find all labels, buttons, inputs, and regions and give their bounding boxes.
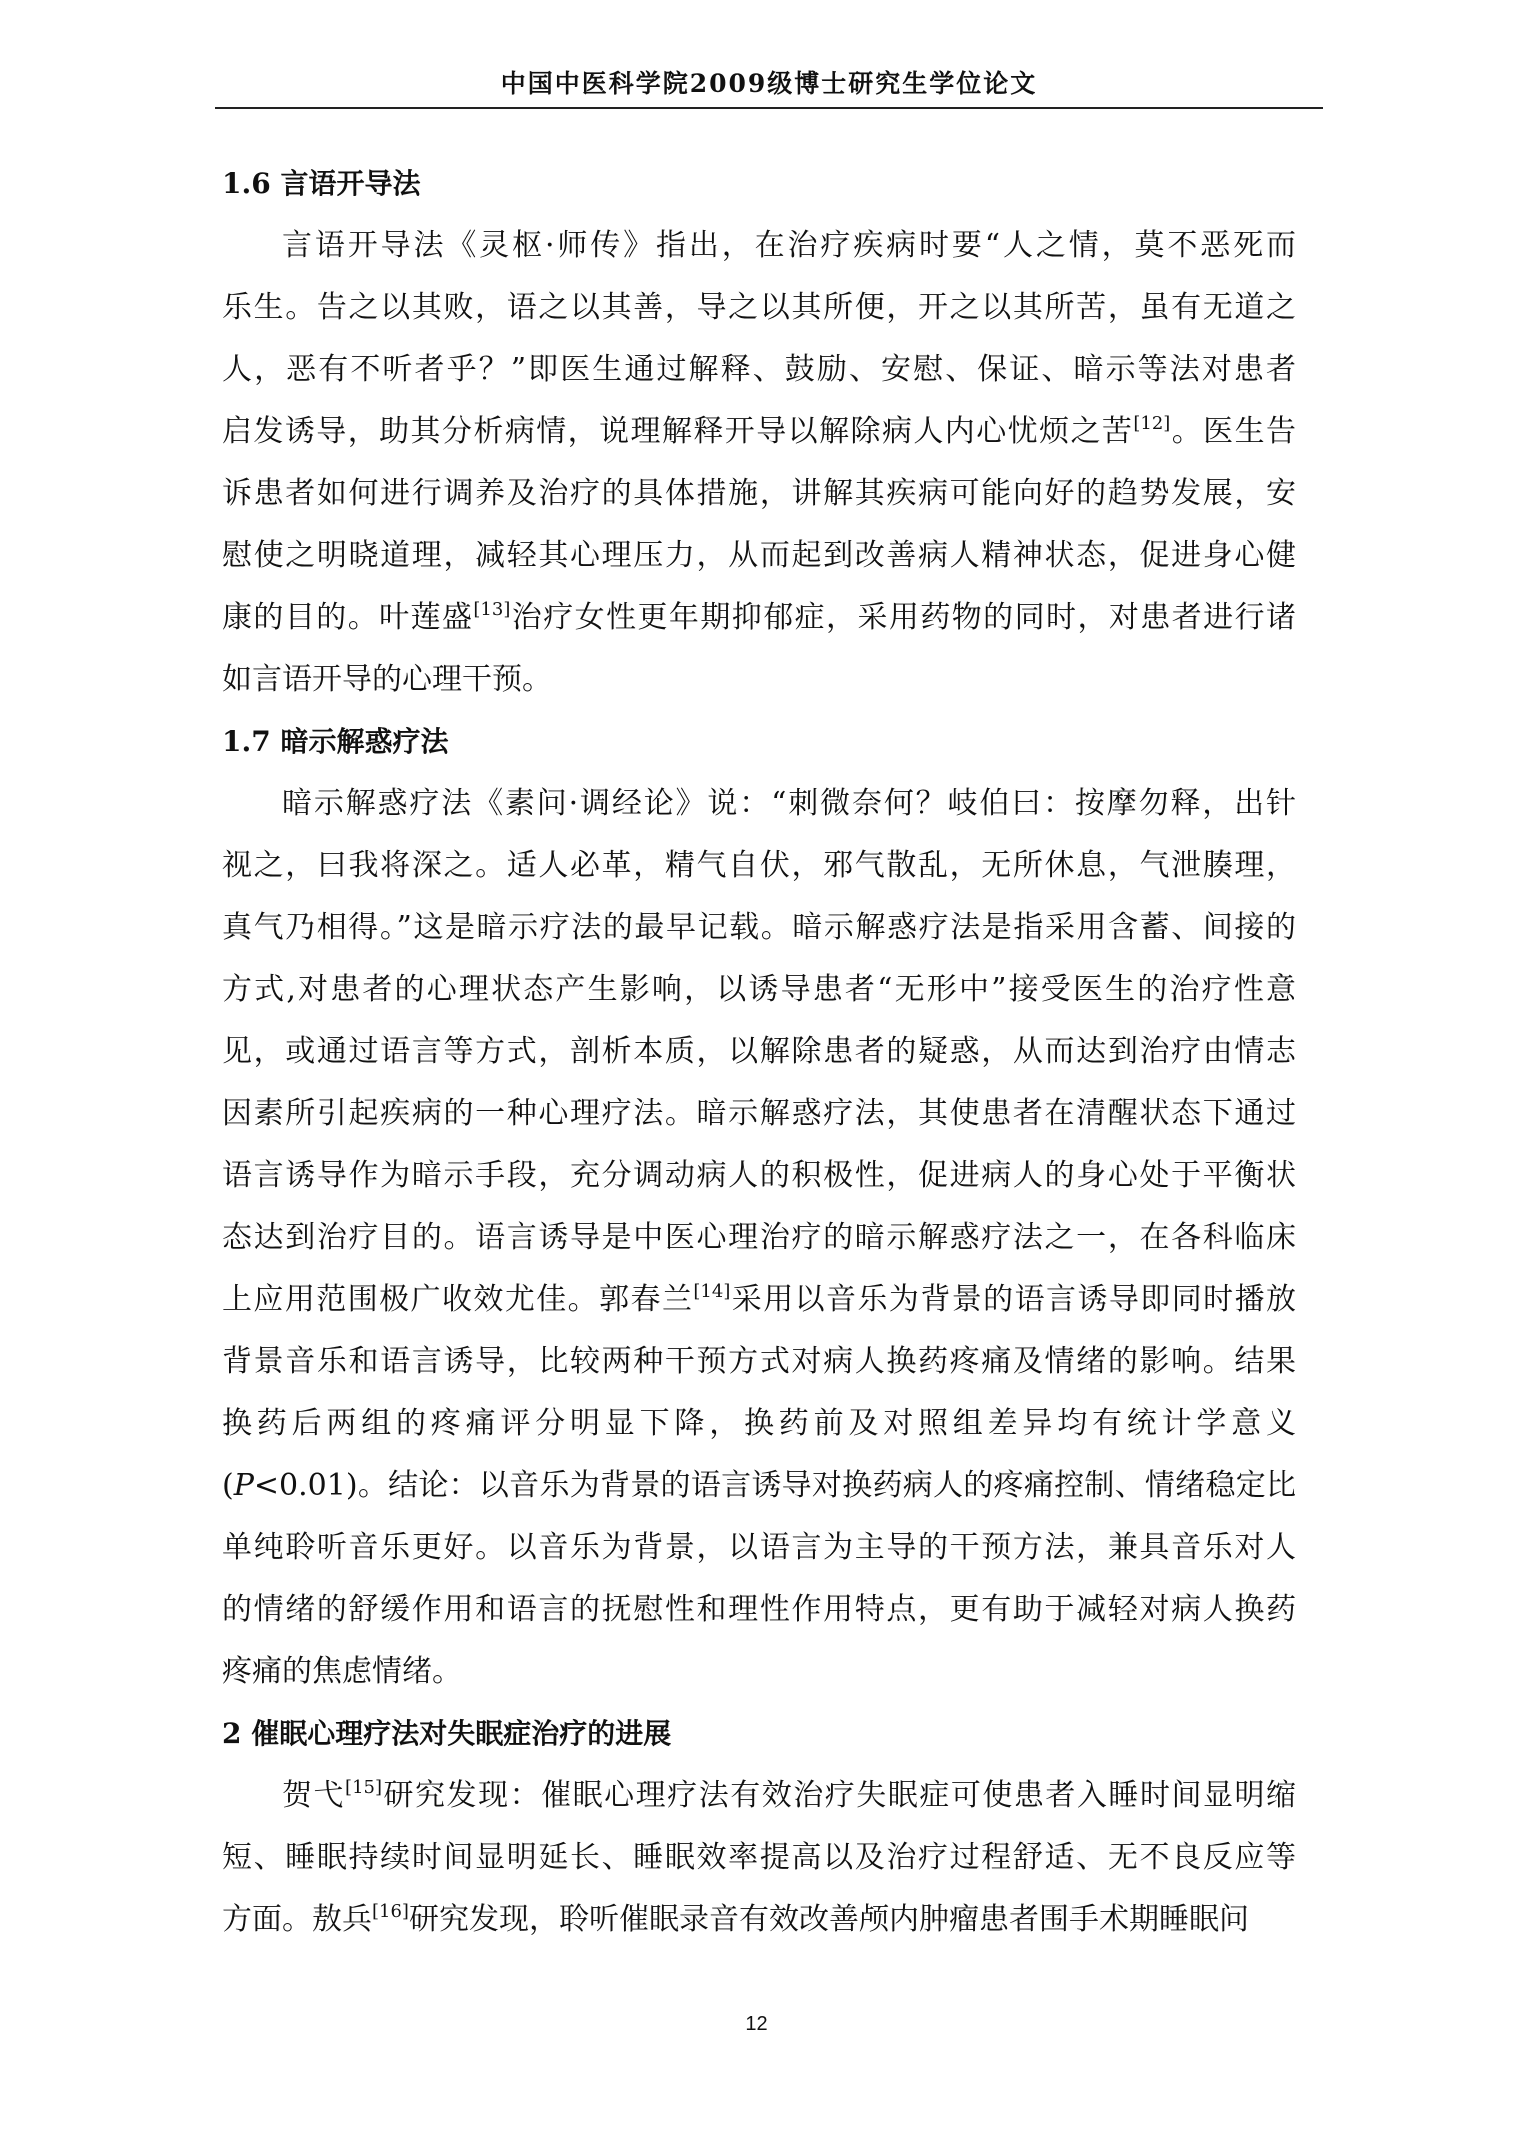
text-span: 短、睡眠持续时间显明延长、睡眠效率提高以及治疗过程舒适、无不良反应等 [222,1840,1296,1875]
text-span: 研究发现：催眠心理疗法有效治疗失眠症可使患者入睡时间显明缩 [382,1778,1296,1813]
text-span: 真气乃相得。”这是暗示疗法的最早记载。暗示解惑疗法是指采用含蓄、间接的 [222,910,1296,945]
text-span: 慰使之明晓道理，减轻其心理压力，从而起到改善病人精神状态，促进身心健 [222,538,1296,573]
text-line [222,277,1296,339]
text-line [222,1889,1296,1951]
text-span: 见，或通过语言等方式，剖析本质，以解除患者的疑惑，从而达到治疗由情志 [222,1034,1296,1069]
text-span: 单纯聆听音乐更好。以音乐为背景，以语言为主导的干预方法，兼具音乐对人 [222,1530,1296,1565]
paragraph [222,1765,1296,1951]
header-rule [215,107,1323,109]
text-span: 言语开导法《灵枢·师传》指出，在治疗疾病时要“人之情，莫不恶死而 [282,228,1296,263]
section-heading: 1.6 言语开导法 [222,167,421,200]
text-span: 的情绪的舒缓作用和语言的抚慰性和理性作用特点，更有助于减轻对病人换药 [222,1592,1296,1627]
text-span: 诉患者如何进行调养及治疗的具体措施，讲解其疾病可能向好的趋势发展，安 [222,476,1296,511]
text-line [222,1083,1296,1145]
italic-symbol: P [233,1468,254,1503]
citation-marker: [12] [1133,413,1171,434]
text-span: 贺弋 [282,1778,346,1813]
citation-marker: [13] [473,599,511,620]
text-line [222,1393,1296,1455]
text-line [222,1021,1296,1083]
section-1 [222,153,1296,711]
text-span: 。医生告 [1170,414,1296,449]
text-line [222,339,1296,401]
text-span: 方式,对患者的心理状态产生影响，以诱导患者“无形中”接受医生的治疗性意 [222,972,1296,1007]
text-span: 背景音乐和语言诱导，比较两种干预方式对病人换药疼痛及情绪的影响。结果 [222,1344,1296,1379]
text-line [222,773,1296,835]
text-line [222,649,1296,711]
text-span: <0.01)。结论：以音乐为背景的语言诱导对换药病人的疼痛控制、情绪稳定比 [253,1468,1296,1503]
citation-marker: [15] [345,1777,382,1798]
section-3 [222,1703,1296,1951]
section-heading: 1.7 暗示解惑疗法 [222,725,449,758]
text-line [222,1331,1296,1393]
text-span: 语言诱导作为暗示手段，充分调动病人的积极性，促进病人的身心处于平衡状 [222,1158,1296,1193]
text-line [222,1827,1296,1889]
text-line [222,1641,1296,1703]
section-2 [222,711,1296,1703]
citation-marker: [14] [693,1281,731,1302]
text-line [222,1207,1296,1269]
text-line [222,587,1296,649]
text-span: 暗示解惑疗法《素问·调经论》说：“刺微奈何？岐伯曰：按摩勿释，出针 [282,786,1296,821]
text-line [222,1517,1296,1579]
text-span: 治疗女性更年期抑郁症，采用药物的同时，对患者进行诸 [510,600,1296,635]
text-span: 换药后两组的疼痛评分明显下降，换药前及对照组差异均有统计学意义 [222,1406,1296,1441]
text-span: 方面。敖兵 [222,1902,372,1937]
text-span: 如言语开导的心理干预。 [222,662,552,697]
text-span: 疼痛的焦虑情绪。 [222,1654,462,1689]
text-span: 态达到治疗目的。语言诱导是中医心理治疗的暗示解惑疗法之一，在各科临床 [222,1220,1296,1255]
paragraph [222,773,1296,1703]
text-span: ( [222,1468,234,1503]
section-heading: 2 催眠心理疗法对失眠症治疗的进展 [222,1717,672,1750]
text-line [222,463,1296,525]
text-span: 因素所引起疾病的一种心理疗法。暗示解惑疗法，其使患者在清醒状态下通过 [222,1096,1296,1131]
citation-marker: [16] [372,1901,409,1922]
text-span: 启发诱导，助其分析病情，说理解释开导以解除病人内心忧烦之苦 [222,414,1134,449]
text-line [222,897,1296,959]
text-line [222,1579,1296,1641]
text-span: 视之，曰我将深之。适人必革，精气自伏，邪气散乱，无所休息，气泄腠理， [222,848,1296,883]
text-line [222,1765,1296,1827]
text-line [222,525,1296,587]
page-number: 12 [745,2013,768,2035]
text-line [222,1269,1296,1331]
running-header: 中国中医科学院2009级博士研究生学位论文 [500,69,1038,98]
text-span: 上应用范围极广收效尤佳。郭春兰 [222,1282,694,1317]
paper-body [222,153,1296,1951]
paragraph [222,215,1296,711]
text-line [222,959,1296,1021]
text-span: 研究发现，聆听催眠录音有效改善颅内肿瘤患者围手术期睡眠问 [408,1902,1249,1937]
text-span: 乐生。告之以其败，语之以其善，导之以其所便，开之以其所苦，虽有无道之 [222,290,1296,325]
text-span: 康的目的。叶莲盛 [222,600,474,635]
text-line [222,835,1296,897]
text-line [222,401,1296,463]
text-line [222,215,1296,277]
text-line [222,1455,1296,1517]
text-line [222,1145,1296,1207]
text-span: 人，恶有不听者乎？”即医生通过解释、鼓励、安慰、保证、暗示等法对患者 [222,352,1296,387]
text-span: 采用以音乐为背景的语言诱导即同时播放 [730,1282,1296,1317]
